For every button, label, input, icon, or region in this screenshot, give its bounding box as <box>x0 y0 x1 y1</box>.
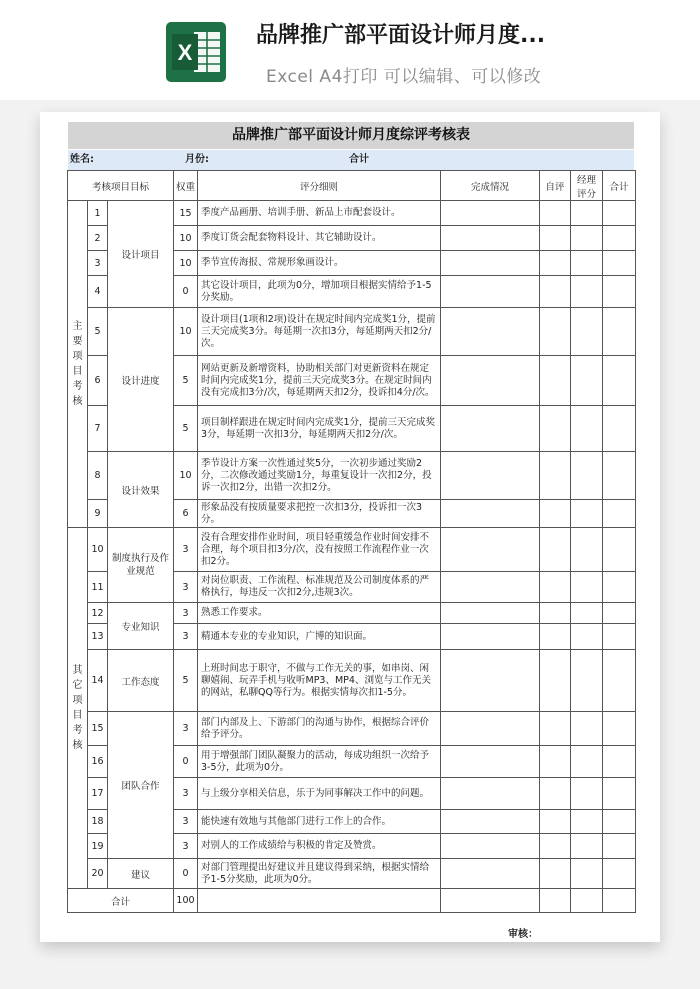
cell-self[interactable] <box>540 406 571 452</box>
row-weight: 3 <box>174 624 198 650</box>
row-detail: 季度订货会配套物料设计、其它辅助设计。 <box>198 226 441 251</box>
cell-sum[interactable] <box>603 572 636 603</box>
row-no: 5 <box>88 308 108 356</box>
assessment-table <box>67 170 636 913</box>
row-detail: 季节宣传海报、常规形象画设计。 <box>198 251 441 276</box>
row-no: 14 <box>88 650 108 712</box>
cell-status[interactable] <box>441 746 540 778</box>
row-no: 16 <box>88 746 108 778</box>
cell-sum[interactable] <box>603 251 636 276</box>
cell-status[interactable] <box>441 500 540 528</box>
row-no: 15 <box>88 712 108 746</box>
row-detail: 用于增强部门团队凝聚力的活动，每成功组织一次给予3-5分，此项为0分。 <box>198 746 441 778</box>
table-row <box>68 603 636 624</box>
row-weight: 5 <box>174 650 198 712</box>
total-score-label: 合计 <box>349 154 369 165</box>
header-item: 考核项目目标 <box>68 171 174 201</box>
row-no: 17 <box>88 778 108 810</box>
cell-manager[interactable] <box>571 276 603 308</box>
name-label: 姓名: <box>70 154 94 165</box>
row-no: 12 <box>88 603 108 624</box>
row-no: 10 <box>88 528 108 572</box>
cell-status[interactable] <box>441 452 540 500</box>
header-weight: 权重 <box>174 171 198 201</box>
cell-sum[interactable] <box>603 859 636 889</box>
cell-manager[interactable] <box>571 201 603 226</box>
row-detail: 形象品没有按质量要求把控一次扣3分，投诉扣一次3分。 <box>198 500 441 528</box>
row-detail: 对别人的工作成绩给与积极的肯定及赞赏。 <box>198 834 441 859</box>
cell-total-detail[interactable] <box>198 889 441 913</box>
row-detail: 设计项目(1项和2项)设计在规定时间内完成奖1分，提前三天完成奖3分。每延期一次扣3分，每延期两天扣2分/次。 <box>198 308 441 356</box>
cell-self[interactable] <box>540 500 571 528</box>
cell-status[interactable] <box>441 406 540 452</box>
row-detail: 对岗位职责、工作流程、标准规范及公司制度体系的严格执行，每违反一次扣2分,违规3次。 <box>198 572 441 603</box>
cell-manager[interactable] <box>571 624 603 650</box>
row-no: 18 <box>88 810 108 834</box>
row-detail: 熟悉工作要求。 <box>198 603 441 624</box>
cell-self[interactable] <box>540 746 571 778</box>
cell-total-status[interactable] <box>441 889 540 913</box>
row-weight: 0 <box>174 746 198 778</box>
cell-manager[interactable] <box>571 859 603 889</box>
cell-self[interactable] <box>540 308 571 356</box>
total-row <box>68 889 636 913</box>
row-no: 3 <box>88 251 108 276</box>
cell-manager[interactable] <box>571 500 603 528</box>
row-no: 13 <box>88 624 108 650</box>
cell-status[interactable] <box>441 859 540 889</box>
row-weight: 10 <box>174 452 198 500</box>
cell-total-sum[interactable] <box>603 889 636 913</box>
cell-manager[interactable] <box>571 834 603 859</box>
table-row <box>68 712 636 746</box>
category-suggestion: 建议 <box>108 859 174 889</box>
cell-sum[interactable] <box>603 276 636 308</box>
cell-sum[interactable] <box>603 746 636 778</box>
category-design-items: 设计项目 <box>108 201 174 308</box>
cell-total-manager[interactable] <box>571 889 603 913</box>
row-detail: 部门内部及上、下游部门的沟通与协作，根据综合评价给予评分。 <box>198 712 441 746</box>
row-weight: 0 <box>174 276 198 308</box>
row-no: 6 <box>88 356 108 406</box>
row-weight: 0 <box>174 859 198 889</box>
row-weight: 15 <box>174 201 198 226</box>
cell-manager[interactable] <box>571 308 603 356</box>
cell-self[interactable] <box>540 528 571 572</box>
row-no: 1 <box>88 201 108 226</box>
cell-self[interactable] <box>540 276 571 308</box>
month-label: 月份: <box>185 154 209 165</box>
row-weight: 3 <box>174 712 198 746</box>
category-rules: 制度执行及作业规范 <box>108 528 174 603</box>
table-row <box>68 859 636 889</box>
cell-self[interactable] <box>540 603 571 624</box>
document-title: 品牌推广部平面设计师月度... <box>256 23 546 48</box>
cell-manager[interactable] <box>571 406 603 452</box>
row-weight: 6 <box>174 500 198 528</box>
cell-status[interactable] <box>441 603 540 624</box>
cell-self[interactable] <box>540 452 571 500</box>
category-design-effect: 设计效果 <box>108 452 174 528</box>
cell-manager[interactable] <box>571 746 603 778</box>
category-knowledge: 专业知识 <box>108 603 174 650</box>
row-weight: 10 <box>174 251 198 276</box>
cell-self[interactable] <box>540 201 571 226</box>
cell-self[interactable] <box>540 834 571 859</box>
row-weight: 3 <box>174 572 198 603</box>
cell-manager[interactable] <box>571 452 603 500</box>
category-design-progress: 设计进度 <box>108 308 174 452</box>
cell-status[interactable] <box>441 834 540 859</box>
cell-sum[interactable] <box>603 712 636 746</box>
cell-status[interactable] <box>441 201 540 226</box>
row-no: 20 <box>88 859 108 889</box>
cell-manager[interactable] <box>571 778 603 810</box>
row-no: 4 <box>88 276 108 308</box>
cell-sum[interactable] <box>603 226 636 251</box>
row-no: 7 <box>88 406 108 452</box>
row-detail: 季度产品画册、培训手册、新品上市配套设计。 <box>198 201 441 226</box>
row-no: 9 <box>88 500 108 528</box>
row-detail: 季节设计方案一次性通过奖5分，一次初步通过奖励2分，二次修改通过奖励1分，每重复设计一次扣2分，投诉一次扣2分，出错一次扣2分。 <box>198 452 441 500</box>
svg-text:X: X <box>177 40 193 65</box>
cell-status[interactable] <box>441 226 540 251</box>
cell-sum[interactable] <box>603 528 636 572</box>
cell-status[interactable] <box>441 650 540 712</box>
cell-status[interactable] <box>441 624 540 650</box>
document-subtitle: Excel A4打印 可以编辑、可以修改 <box>266 67 542 87</box>
row-detail: 能快速有效地与其他部门进行工作上的合作。 <box>198 810 441 834</box>
cell-self[interactable] <box>540 226 571 251</box>
table-header-row <box>68 171 636 201</box>
cell-manager[interactable] <box>571 603 603 624</box>
cell-self[interactable] <box>540 859 571 889</box>
row-weight: 10 <box>174 308 198 356</box>
cell-manager[interactable] <box>571 810 603 834</box>
cell-total-self[interactable] <box>540 889 571 913</box>
cell-status[interactable] <box>441 308 540 356</box>
row-detail: 网站更新及新增资料，协助相关部门对更新资料在规定时间内完成奖1分，提前三天完成奖3分。在规定时间内没有完成扣3分/次，每延期两天扣2分，投诉扣4分/次。 <box>198 356 441 406</box>
cell-status[interactable] <box>441 712 540 746</box>
row-weight: 5 <box>174 406 198 452</box>
table-row <box>68 650 636 712</box>
cell-self[interactable] <box>540 251 571 276</box>
cell-sum[interactable] <box>603 356 636 406</box>
cell-manager[interactable] <box>571 226 603 251</box>
row-weight: 3 <box>174 603 198 624</box>
cell-self[interactable] <box>540 624 571 650</box>
category-teamwork: 团队合作 <box>108 712 174 859</box>
cell-sum[interactable] <box>603 624 636 650</box>
info-row <box>68 150 634 170</box>
table-row <box>68 201 636 226</box>
row-weight: 3 <box>174 528 198 572</box>
row-no: 19 <box>88 834 108 859</box>
row-detail: 与上级分享相关信息，乐于为同事解决工作中的问题。 <box>198 778 441 810</box>
header-self: 自评 <box>540 171 571 201</box>
cell-manager[interactable] <box>571 650 603 712</box>
cell-self[interactable] <box>540 572 571 603</box>
sheet-title: 品牌推广部平面设计师月度综评考核表 <box>68 122 634 149</box>
cell-sum[interactable] <box>603 452 636 500</box>
cell-status[interactable] <box>441 528 540 572</box>
header-manager: 经理评分 <box>571 171 603 201</box>
header-status: 完成情况 <box>441 171 540 201</box>
table-row <box>68 452 636 500</box>
row-detail: 精通本专业的专业知识，广博的知识面。 <box>198 624 441 650</box>
cell-manager[interactable] <box>571 528 603 572</box>
row-detail: 对部门管理提出好建议并且建议得到采纳，根据实情给予1-5分奖励，此项为0分。 <box>198 859 441 889</box>
row-weight: 3 <box>174 810 198 834</box>
cell-status[interactable] <box>441 572 540 603</box>
table-row <box>68 308 636 356</box>
row-no: 8 <box>88 452 108 500</box>
total-label: 合计 <box>68 889 174 913</box>
header-bar <box>0 0 700 100</box>
total-value: 100 <box>174 889 198 913</box>
row-weight: 5 <box>174 356 198 406</box>
cell-self[interactable] <box>540 356 571 406</box>
cell-manager[interactable] <box>571 251 603 276</box>
cell-status[interactable] <box>441 356 540 406</box>
cell-manager[interactable] <box>571 572 603 603</box>
cell-sum[interactable] <box>603 778 636 810</box>
cell-manager[interactable] <box>571 712 603 746</box>
header-detail: 评分细则 <box>198 171 441 201</box>
cell-sum[interactable] <box>603 500 636 528</box>
row-detail: 项目制样跟进在规定时间内完成奖1分，提前三天完成奖3分，每延期一次扣3分，每延期两天扣2分/次。 <box>198 406 441 452</box>
cell-status[interactable] <box>441 778 540 810</box>
row-weight: 10 <box>174 226 198 251</box>
cell-self[interactable] <box>540 712 571 746</box>
cell-self[interactable] <box>540 778 571 810</box>
table-row <box>68 528 636 572</box>
row-no: 11 <box>88 572 108 603</box>
cell-status[interactable] <box>441 810 540 834</box>
category-attitude: 工作态度 <box>108 650 174 712</box>
cell-sum[interactable] <box>603 603 636 624</box>
group-other: 其它项目考核 <box>68 528 88 889</box>
row-detail: 其它设计项目，此项为0分，增加项目根据实情给予1-5分奖励。 <box>198 276 441 308</box>
group-main: 主要项目考核 <box>68 201 88 528</box>
row-no: 2 <box>88 226 108 251</box>
row-detail: 上班时间忠于职守，不做与工作无关的事，如串岗、闲聊嬉闹、玩弄手机与收听MP3、MP4、浏览与工作无关的网站，私聊QQ等行为。根据实情每次扣1-5分。 <box>198 650 441 712</box>
cell-sum[interactable] <box>603 810 636 834</box>
cell-status[interactable] <box>441 276 540 308</box>
reviewer-label: 审核： <box>508 929 538 940</box>
header-sum: 合计 <box>603 171 636 201</box>
cell-sum[interactable] <box>603 834 636 859</box>
cell-sum[interactable] <box>603 650 636 712</box>
row-weight: 3 <box>174 778 198 810</box>
cell-sum[interactable] <box>603 308 636 356</box>
cell-sum[interactable] <box>603 201 636 226</box>
cell-manager[interactable] <box>571 356 603 406</box>
cell-self[interactable] <box>540 810 571 834</box>
row-weight: 3 <box>174 834 198 859</box>
cell-status[interactable] <box>441 251 540 276</box>
row-detail: 没有合理安排作业时间，项目轻重缓急作业时间安排不合理，每个项目扣3分/次，没有按照工作流程作业一次扣2分。 <box>198 528 441 572</box>
cell-self[interactable] <box>540 650 571 712</box>
cell-sum[interactable] <box>603 406 636 452</box>
excel-icon <box>164 20 228 84</box>
